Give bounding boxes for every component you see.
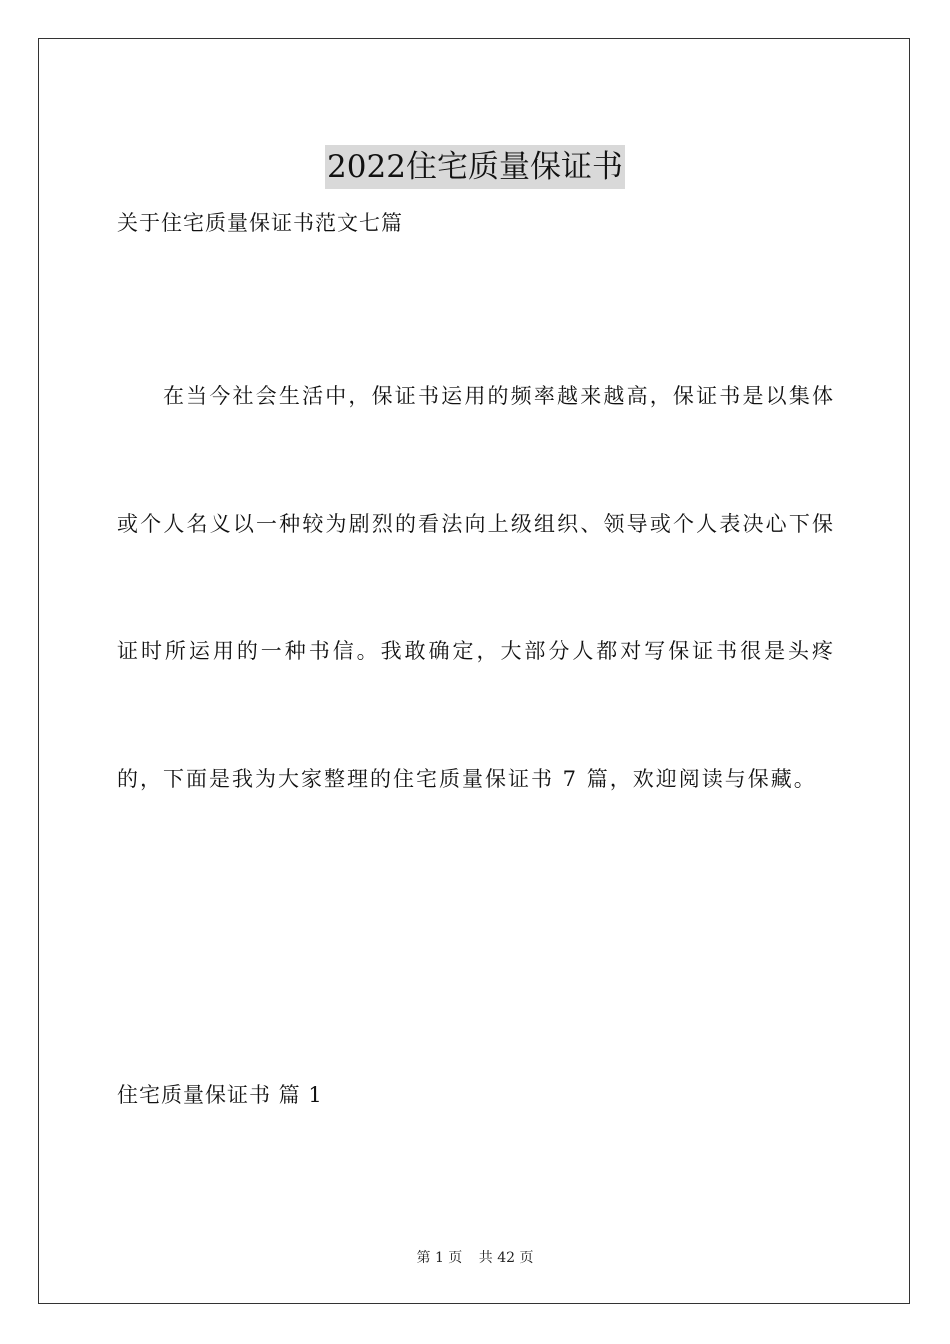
intro-paragraph: 在当今社会生活中，保证书运用的频率越来越高，保证书是以集体或个人名义以一种较为剧烈的看法向上级组织、领导或个人表决心下保证时所运用的一种书信。我敢确定，大部分人都对写保证书很是头疼的，下面是我为大家整理的住宅质量保证书 7 篇，欢迎阅读与保藏。 bbox=[117, 384, 835, 791]
page-number: 第 1 页 bbox=[416, 1250, 463, 1266]
page-total: 共 42 页 bbox=[478, 1250, 534, 1266]
section-heading: 住宅质量保证书 篇 1 bbox=[117, 1083, 323, 1107]
page-footer bbox=[0, 1248, 950, 1268]
title-container bbox=[0, 124, 950, 210]
document-title: 2022住宅质量保证书 bbox=[325, 145, 625, 189]
document-subtitle: 关于住宅质量保证书范文七篇 bbox=[117, 211, 403, 235]
